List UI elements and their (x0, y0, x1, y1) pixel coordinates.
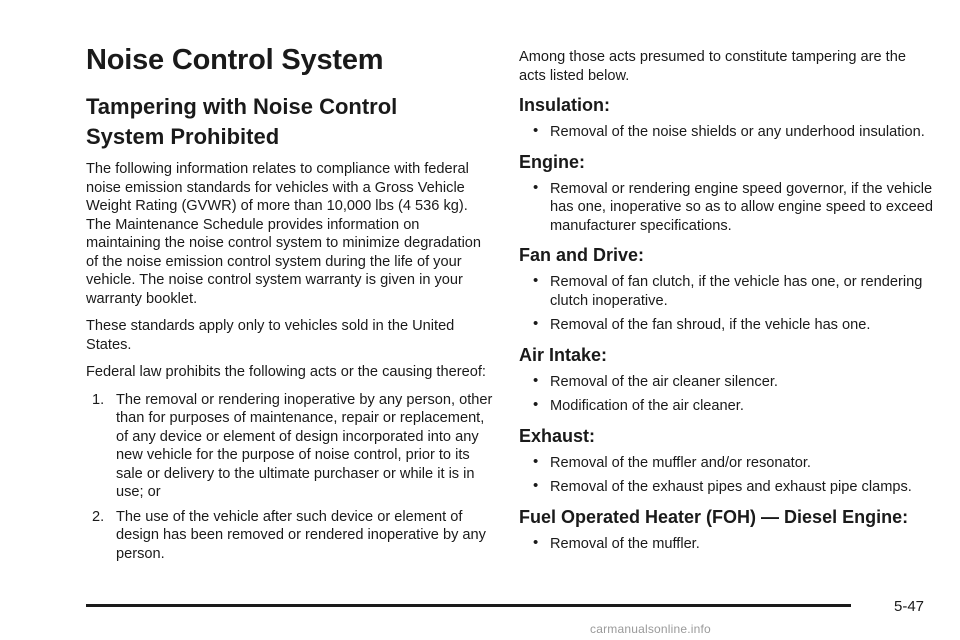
section-title: Fuel Operated Heater (FOH) — Diesel Engine: (519, 506, 909, 527)
bullet-icon: • (533, 396, 539, 413)
list-text: Modification of the air cleaner. (550, 398, 744, 414)
bullet-list (519, 373, 934, 416)
section-title: Engine: (519, 151, 585, 172)
bullet-list (519, 273, 934, 335)
bullet-icon: • (533, 452, 539, 470)
list-text: Removal of fan clutch, if the vehicle has one, or rendering clutch inoperative. (550, 274, 923, 309)
bullet-icon: • (533, 533, 539, 551)
paragraph-federal-law: Federal law prohibits the following acts or the causing thereof: (86, 364, 486, 380)
section-title: Air Intake: (519, 344, 608, 365)
list-item (519, 123, 934, 142)
bullet-list (519, 180, 934, 236)
section-fuel-operated-heater (519, 507, 934, 554)
section-engine (519, 152, 934, 236)
list-item (519, 273, 934, 310)
left-column (86, 44, 496, 569)
list-text: The removal or rendering inoperative by any person, other than for purposes of maintenance, repair or replacement, of any device or element of design incorporated into any new vehicle for the purpose of noise control, prior to its sale or delivery to the ultimate purchaser or while it is in use; or (116, 391, 493, 500)
list-text: The use of the vehicle after such device or element of design has been removed or rendered inoperative by any person. (116, 508, 486, 562)
list-number: 2. (92, 508, 105, 525)
list-text: Removal of the muffler. (550, 535, 700, 552)
list-item (519, 316, 934, 335)
page-title: Noise Control System (86, 44, 384, 76)
section-heading-line-2: System Prohibited (86, 124, 280, 149)
list-item (519, 397, 934, 416)
list-text: Removal of the fan shroud, if the vehicle has one. (550, 317, 871, 333)
bullet-list (519, 123, 934, 142)
bullet-icon: • (533, 477, 539, 494)
list-item (519, 478, 934, 497)
section-fan-and-drive (519, 245, 934, 335)
section-title: Exhaust: (519, 425, 596, 446)
section-exhaust (519, 426, 934, 497)
right-column (519, 48, 934, 559)
footer-rule (86, 604, 851, 607)
bullet-list (519, 535, 934, 554)
list-text: Removal of the muffler and/or resonator. (550, 454, 811, 471)
section-air-intake (519, 345, 934, 416)
list-item (519, 535, 934, 554)
bullet-icon: • (533, 122, 539, 139)
bullet-list (519, 454, 934, 497)
list-text: Removal or rendering engine speed governor, if the vehicle has one, inoperative so as to allow engine speed to exceed manufacturer specifications. (550, 180, 933, 234)
bullet-icon: • (533, 178, 539, 196)
list-item (519, 373, 934, 392)
section-title: Fan and Drive: (519, 245, 645, 265)
paragraph-us-only: These standards apply only to vehicles sold in the United States. (86, 318, 455, 353)
bullet-icon: • (533, 272, 539, 289)
page-number: 5-47 (894, 598, 925, 615)
section-insulation (519, 95, 934, 142)
paragraph-tampering-intro: Among those acts presumed to constitute tampering are the acts listed below. (519, 49, 906, 84)
list-text: Removal of the noise shields or any underhood insulation. (550, 124, 925, 140)
paragraph-gvwr: The following information relates to compliance with federal noise emission standards for vehicles with a Gross Vehicle Weight Rating (GVWR) of more than 10,000 lbs (4 536 kg). The Maintenance Schedule provides information on maintaining the noise control system to minimize degradation of the noise emission control system during the life of your vehicle. The noise control system warranty is given in your warranty booklet. (86, 161, 482, 307)
prohibited-acts-list (86, 391, 496, 564)
section-title: Insulation: (519, 95, 610, 115)
list-item (519, 180, 934, 236)
watermark: carmanualsonline.info (590, 622, 711, 636)
section-heading (86, 92, 496, 152)
bullet-icon: • (533, 371, 539, 389)
list-text: Removal of the air cleaner silencer. (550, 373, 778, 390)
list-number: 1. (92, 391, 105, 408)
section-heading-line-1: Tampering with Noise Control (86, 94, 398, 119)
list-item (86, 508, 496, 564)
bullet-icon: • (533, 315, 539, 332)
list-item (86, 391, 496, 502)
list-item (519, 454, 934, 473)
list-text: Removal of the exhaust pipes and exhaust pipe clamps. (550, 479, 912, 495)
